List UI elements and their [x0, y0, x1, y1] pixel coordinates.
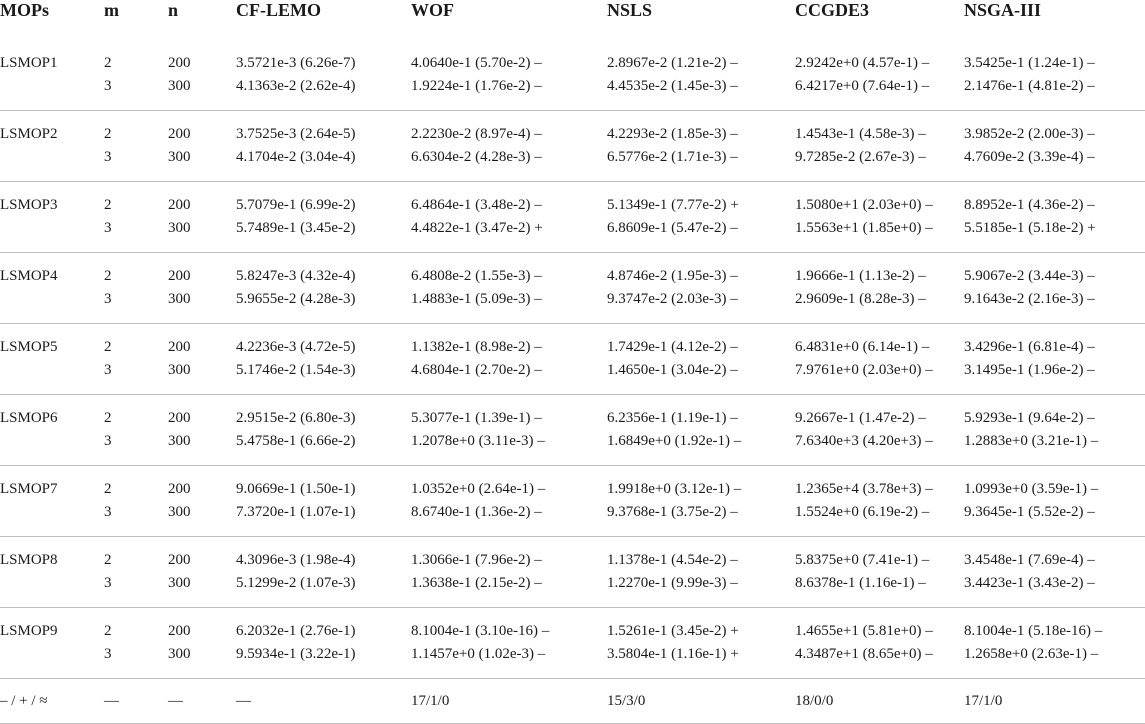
cell-nsls — [607, 466, 795, 537]
cell-ccgde3 — [795, 40, 964, 111]
cell-ccgde3-value: 9.7285e-2 (2.67e-3) – — [795, 149, 926, 165]
header-n: n — [168, 0, 179, 20]
cell-ccgde3-value: 1.9666e-1 (1.13e-2) – — [795, 268, 926, 284]
cell-cf-lemo-value: 5.1746e-2 (1.54e-3) — [236, 362, 356, 378]
cell-nsga-iii — [964, 395, 1145, 466]
cell-nsga-iii-value: 8.8952e-1 (4.36e-2) – — [964, 197, 1095, 213]
cell-nsga-iii — [964, 182, 1145, 253]
table-row — [0, 608, 1145, 679]
cell-nsga-iii-value: 8.1004e-1 (5.18e-16) – — [964, 623, 1103, 639]
table-row — [0, 537, 1145, 608]
cell-cf-lemo-value: 5.1299e-2 (1.07e-3) — [236, 575, 356, 591]
cell-cf-lemo-value: 7.3720e-1 (1.07e-1) — [236, 504, 356, 520]
cell-ccgde3-value: 7.6340e+3 (4.20e+3) – — [795, 433, 933, 449]
cell-nsga-iii-value: 3.9852e-2 (2.00e-3) – — [964, 126, 1095, 142]
cell-wof-value: 8.6740e-1 (1.36e-2) – — [411, 504, 542, 520]
cell-n-value: 200 — [168, 623, 191, 639]
cell-ccgde3-value: 1.5080e+1 (2.03e+0) – — [795, 197, 933, 213]
cell-m-value: 2 — [104, 55, 112, 71]
cell-wof — [411, 182, 607, 253]
cell-problem — [0, 608, 104, 679]
cell-nsls-value: 9.3747e-2 (2.03e-3) – — [607, 291, 738, 307]
problem-name: LSMOP5 — [0, 339, 58, 355]
cell-nsga-iii — [964, 466, 1145, 537]
cell-nsls-value: 3.5804e-1 (1.16e-1) + — [607, 646, 739, 662]
header-nsga-iii: NSGA-III — [964, 0, 1042, 20]
cell-m — [104, 466, 168, 537]
summary-cf-lemo: — — [236, 679, 411, 724]
cell-m-value: 2 — [104, 552, 112, 568]
problem-name: LSMOP2 — [0, 126, 58, 142]
cell-ccgde3-value: 9.2667e-1 (1.47e-2) – — [795, 410, 926, 426]
cell-cf-lemo — [236, 466, 411, 537]
cell-nsls-value: 1.7429e-1 (4.12e-2) – — [607, 339, 738, 355]
cell-problem — [0, 324, 104, 395]
cell-n-value: 200 — [168, 55, 191, 71]
header-nsls: NSLS — [607, 0, 653, 20]
cell-ccgde3 — [795, 111, 964, 182]
cell-wof-value: 4.6804e-1 (2.70e-2) – — [411, 362, 542, 378]
cell-nsga-iii — [964, 40, 1145, 111]
cell-wof-value: 6.6304e-2 (4.28e-3) – — [411, 149, 542, 165]
cell-ccgde3 — [795, 324, 964, 395]
cell-cf-lemo-value: 9.0669e-1 (1.50e-1) — [236, 481, 356, 497]
cell-nsls-value: 2.8967e-2 (1.21e-2) – — [607, 55, 738, 71]
cell-problem — [0, 111, 104, 182]
problem-name: LSMOP6 — [0, 410, 58, 426]
cell-nsga-iii — [964, 608, 1145, 679]
cell-m-value: 2 — [104, 126, 112, 142]
cell-wof-value: 4.0640e-1 (5.70e-2) – — [411, 55, 542, 71]
cell-problem — [0, 182, 104, 253]
header-mops: MOPs — [0, 0, 49, 20]
cell-ccgde3-value: 6.4831e+0 (6.14e-1) – — [795, 339, 930, 355]
cell-n-value: 300 — [168, 291, 191, 307]
cell-n — [168, 253, 236, 324]
cell-cf-lemo-value: 6.2032e-1 (2.76e-1) — [236, 623, 356, 639]
cell-n-value: 200 — [168, 126, 191, 142]
cell-m — [104, 253, 168, 324]
table-row — [0, 253, 1145, 324]
cell-cf-lemo-value: 4.1363e-2 (2.62e-4) — [236, 78, 356, 94]
cell-nsls — [607, 40, 795, 111]
cell-nsls — [607, 111, 795, 182]
cell-nsga-iii-value: 5.5185e-1 (5.18e-2) + — [964, 220, 1096, 236]
cell-wof-value: 1.1382e-1 (8.98e-2) – — [411, 339, 542, 355]
cell-ccgde3-value: 8.6378e-1 (1.16e-1) – — [795, 575, 926, 591]
cell-n-value: 300 — [168, 646, 191, 662]
cell-cf-lemo-value: 9.5934e-1 (3.22e-1) — [236, 646, 356, 662]
cell-n — [168, 324, 236, 395]
cell-nsls-value: 1.1378e-1 (4.54e-2) – — [607, 552, 738, 568]
cell-ccgde3-value: 2.9242e+0 (4.57e-1) – — [795, 55, 930, 71]
cell-nsga-iii-value: 4.7609e-2 (3.39e-4) – — [964, 149, 1095, 165]
cell-nsga-iii-value: 9.3645e-1 (5.52e-2) – — [964, 504, 1095, 520]
cell-n — [168, 40, 236, 111]
cell-wof — [411, 395, 607, 466]
summary-n: — — [168, 679, 236, 724]
cell-ccgde3-value: 1.5563e+1 (1.85e+0) – — [795, 220, 933, 236]
header-m: m — [104, 0, 119, 20]
table-row — [0, 466, 1145, 537]
cell-m — [104, 395, 168, 466]
cell-nsls-value: 6.5776e-2 (1.71e-3) – — [607, 149, 738, 165]
header-cf-lemo: CF-LEMO — [236, 0, 321, 20]
cell-nsga-iii-value: 1.0993e+0 (3.59e-1) – — [964, 481, 1099, 497]
cell-nsga-iii-value: 3.1495e-1 (1.96e-2) – — [964, 362, 1095, 378]
cell-m-value: 2 — [104, 623, 112, 639]
cell-cf-lemo-value: 5.7489e-1 (3.45e-2) — [236, 220, 356, 236]
cell-wof-value: 1.3066e-1 (7.96e-2) – — [411, 552, 542, 568]
cell-wof-value: 1.1457e+0 (1.02e-3) – — [411, 646, 546, 662]
problem-name: LSMOP3 — [0, 197, 58, 213]
cell-wof — [411, 40, 607, 111]
cell-n-value: 200 — [168, 339, 191, 355]
cell-nsga-iii — [964, 537, 1145, 608]
summary-m: — — [104, 679, 168, 724]
cell-n — [168, 182, 236, 253]
cell-m-value: 3 — [104, 291, 112, 307]
cell-cf-lemo — [236, 608, 411, 679]
cell-n-value: 200 — [168, 552, 191, 568]
cell-cf-lemo — [236, 324, 411, 395]
cell-m-value: 3 — [104, 646, 112, 662]
cell-m-value: 3 — [104, 433, 112, 449]
cell-m-value: 3 — [104, 149, 112, 165]
cell-cf-lemo — [236, 182, 411, 253]
cell-ccgde3 — [795, 253, 964, 324]
cell-ccgde3 — [795, 466, 964, 537]
cell-wof-value: 8.1004e-1 (3.10e-16) – — [411, 623, 550, 639]
cell-wof — [411, 253, 607, 324]
cell-problem — [0, 537, 104, 608]
cell-nsls — [607, 324, 795, 395]
table-body — [0, 40, 1145, 679]
cell-m-value: 3 — [104, 575, 112, 591]
cell-m-value: 2 — [104, 410, 112, 426]
cell-nsga-iii — [964, 253, 1145, 324]
cell-nsls-value: 6.2356e-1 (1.19e-1) – — [607, 410, 738, 426]
cell-n-value: 200 — [168, 410, 191, 426]
cell-cf-lemo — [236, 111, 411, 182]
cell-ccgde3-value: 1.4543e-1 (4.58e-3) – — [795, 126, 926, 142]
cell-nsga-iii — [964, 324, 1145, 395]
table-row — [0, 182, 1145, 253]
cell-n-value: 300 — [168, 575, 191, 591]
cell-cf-lemo-value: 5.8247e-3 (4.32e-4) — [236, 268, 356, 284]
summary-nsga-iii: 17/1/0 — [964, 679, 1145, 724]
cell-ccgde3 — [795, 608, 964, 679]
cell-m — [104, 537, 168, 608]
cell-ccgde3-value: 5.8375e+0 (7.41e-1) – — [795, 552, 930, 568]
cell-cf-lemo-value: 4.1704e-2 (3.04e-4) — [236, 149, 356, 165]
cell-n-value: 300 — [168, 504, 191, 520]
cell-wof — [411, 537, 607, 608]
cell-m-value: 2 — [104, 339, 112, 355]
cell-cf-lemo-value: 3.7525e-3 (2.64e-5) — [236, 126, 356, 142]
cell-m — [104, 111, 168, 182]
summary-label: – / + / ≈ — [0, 679, 104, 724]
cell-wof-value: 1.3638e-1 (2.15e-2) – — [411, 575, 542, 591]
cell-nsls-value: 4.2293e-2 (1.85e-3) – — [607, 126, 738, 142]
cell-cf-lemo-value: 5.9655e-2 (4.28e-3) — [236, 291, 356, 307]
cell-nsls-value: 1.9918e+0 (3.12e-1) – — [607, 481, 742, 497]
cell-wof — [411, 608, 607, 679]
cell-nsls — [607, 253, 795, 324]
cell-n — [168, 111, 236, 182]
cell-m-value: 3 — [104, 78, 112, 94]
header-wof: WOF — [411, 0, 454, 20]
cell-nsls-value: 4.4535e-2 (1.45e-3) – — [607, 78, 738, 94]
cell-cf-lemo — [236, 253, 411, 324]
cell-m — [104, 324, 168, 395]
cell-nsls — [607, 395, 795, 466]
cell-n — [168, 466, 236, 537]
cell-m — [104, 608, 168, 679]
cell-m-value: 3 — [104, 362, 112, 378]
cell-wof-value: 1.4883e-1 (5.09e-3) – — [411, 291, 542, 307]
cell-n-value: 200 — [168, 197, 191, 213]
cell-wof — [411, 466, 607, 537]
cell-wof — [411, 111, 607, 182]
cell-nsls-value: 4.8746e-2 (1.95e-3) – — [607, 268, 738, 284]
cell-nsga-iii-value: 5.9067e-2 (3.44e-3) – — [964, 268, 1095, 284]
cell-nsga-iii-value: 3.4423e-1 (3.43e-2) – — [964, 575, 1095, 591]
summary-wof: 17/1/0 — [411, 679, 607, 724]
summary-row — [0, 679, 1145, 724]
problem-name: LSMOP8 — [0, 552, 58, 568]
cell-n-value: 300 — [168, 362, 191, 378]
cell-n-value: 200 — [168, 481, 191, 497]
cell-nsga-iii-value: 3.5425e-1 (1.24e-1) – — [964, 55, 1095, 71]
cell-wof-value: 6.4808e-2 (1.55e-3) – — [411, 268, 542, 284]
cell-n — [168, 395, 236, 466]
problem-name: LSMOP1 — [0, 55, 58, 71]
summary-ccgde3: 18/0/0 — [795, 679, 964, 724]
cell-ccgde3-value: 4.3487e+1 (8.65e+0) – — [795, 646, 933, 662]
cell-nsga-iii-value: 3.4296e-1 (6.81e-4) – — [964, 339, 1095, 355]
cell-cf-lemo — [236, 40, 411, 111]
cell-nsls-value: 9.3768e-1 (3.75e-2) – — [607, 504, 738, 520]
cell-ccgde3 — [795, 395, 964, 466]
cell-n-value: 200 — [168, 268, 191, 284]
cell-wof-value: 4.4822e-1 (3.47e-2) + — [411, 220, 543, 236]
table-row — [0, 40, 1145, 111]
cell-ccgde3-value: 1.4655e+1 (5.81e+0) – — [795, 623, 933, 639]
cell-wof-value: 1.2078e+0 (3.11e-3) – — [411, 433, 545, 449]
cell-n-value: 300 — [168, 78, 191, 94]
cell-ccgde3-value: 1.2365e+4 (3.78e+3) – — [795, 481, 933, 497]
cell-nsls-value: 1.4650e-1 (3.04e-2) – — [607, 362, 738, 378]
cell-nsls — [607, 182, 795, 253]
cell-ccgde3-value: 1.5524e+0 (6.19e-2) – — [795, 504, 930, 520]
cell-problem — [0, 395, 104, 466]
cell-cf-lemo-value: 3.5721e-3 (6.26e-7) — [236, 55, 356, 71]
cell-wof-value: 2.2230e-2 (8.97e-4) – — [411, 126, 542, 142]
table-row — [0, 324, 1145, 395]
cell-wof-value: 6.4864e-1 (3.48e-2) – — [411, 197, 542, 213]
summary-nsls: 15/3/0 — [607, 679, 795, 724]
cell-nsls-value: 6.8609e-1 (5.47e-2) – — [607, 220, 738, 236]
cell-nsga-iii-value: 2.1476e-1 (4.81e-2) – — [964, 78, 1095, 94]
cell-problem — [0, 466, 104, 537]
cell-nsga-iii — [964, 111, 1145, 182]
cell-m — [104, 182, 168, 253]
cell-n-value: 300 — [168, 433, 191, 449]
cell-cf-lemo — [236, 395, 411, 466]
cell-ccgde3-value: 6.4217e+0 (7.64e-1) – — [795, 78, 930, 94]
cell-ccgde3 — [795, 537, 964, 608]
problem-name: LSMOP7 — [0, 481, 58, 497]
cell-m-value: 3 — [104, 220, 112, 236]
table-row — [0, 111, 1145, 182]
cell-m-value: 3 — [104, 504, 112, 520]
header-row — [0, 0, 1145, 40]
cell-nsga-iii-value: 3.4548e-1 (7.69e-4) – — [964, 552, 1095, 568]
header-ccgde3: CCGDE3 — [795, 0, 870, 20]
cell-ccgde3-value: 7.9761e+0 (2.03e+0) – — [795, 362, 933, 378]
table-row — [0, 395, 1145, 466]
cell-nsga-iii-value: 9.1643e-2 (2.16e-3) – — [964, 291, 1095, 307]
problem-name: LSMOP4 — [0, 268, 58, 284]
cell-nsga-iii-value: 1.2658e+0 (2.63e-1) – — [964, 646, 1099, 662]
cell-cf-lemo-value: 5.7079e-1 (6.99e-2) — [236, 197, 356, 213]
cell-problem — [0, 40, 104, 111]
cell-wof — [411, 324, 607, 395]
cell-m — [104, 40, 168, 111]
cell-m-value: 2 — [104, 268, 112, 284]
cell-nsls-value: 1.6849e+0 (1.92e-1) – — [607, 433, 742, 449]
cell-nsls-value: 1.2270e-1 (9.99e-3) – — [607, 575, 738, 591]
cell-problem — [0, 253, 104, 324]
cell-cf-lemo-value: 5.4758e-1 (6.66e-2) — [236, 433, 356, 449]
cell-cf-lemo — [236, 537, 411, 608]
cell-nsls-value: 1.5261e-1 (3.45e-2) + — [607, 623, 739, 639]
cell-m-value: 2 — [104, 197, 112, 213]
cell-cf-lemo-value: 2.9515e-2 (6.80e-3) — [236, 410, 356, 426]
cell-m-value: 2 — [104, 481, 112, 497]
cell-n — [168, 608, 236, 679]
cell-n — [168, 537, 236, 608]
cell-nsga-iii-value: 5.9293e-1 (9.64e-2) – — [964, 410, 1095, 426]
cell-nsga-iii-value: 1.2883e+0 (3.21e-1) – — [964, 433, 1099, 449]
cell-nsls — [607, 608, 795, 679]
cell-n-value: 300 — [168, 149, 191, 165]
cell-cf-lemo-value: 4.3096e-3 (1.98e-4) — [236, 552, 356, 568]
cell-wof-value: 5.3077e-1 (1.39e-1) – — [411, 410, 542, 426]
cell-cf-lemo-value: 4.2236e-3 (4.72e-5) — [236, 339, 356, 355]
cell-nsls-value: 5.1349e-1 (7.77e-2) + — [607, 197, 739, 213]
cell-wof-value: 1.9224e-1 (1.76e-2) – — [411, 78, 542, 94]
problem-name: LSMOP9 — [0, 623, 58, 639]
cell-n-value: 300 — [168, 220, 191, 236]
cell-wof-value: 1.0352e+0 (2.64e-1) – — [411, 481, 546, 497]
cell-nsls — [607, 537, 795, 608]
cell-ccgde3-value: 2.9609e-1 (8.28e-3) – — [795, 291, 926, 307]
cell-ccgde3 — [795, 182, 964, 253]
